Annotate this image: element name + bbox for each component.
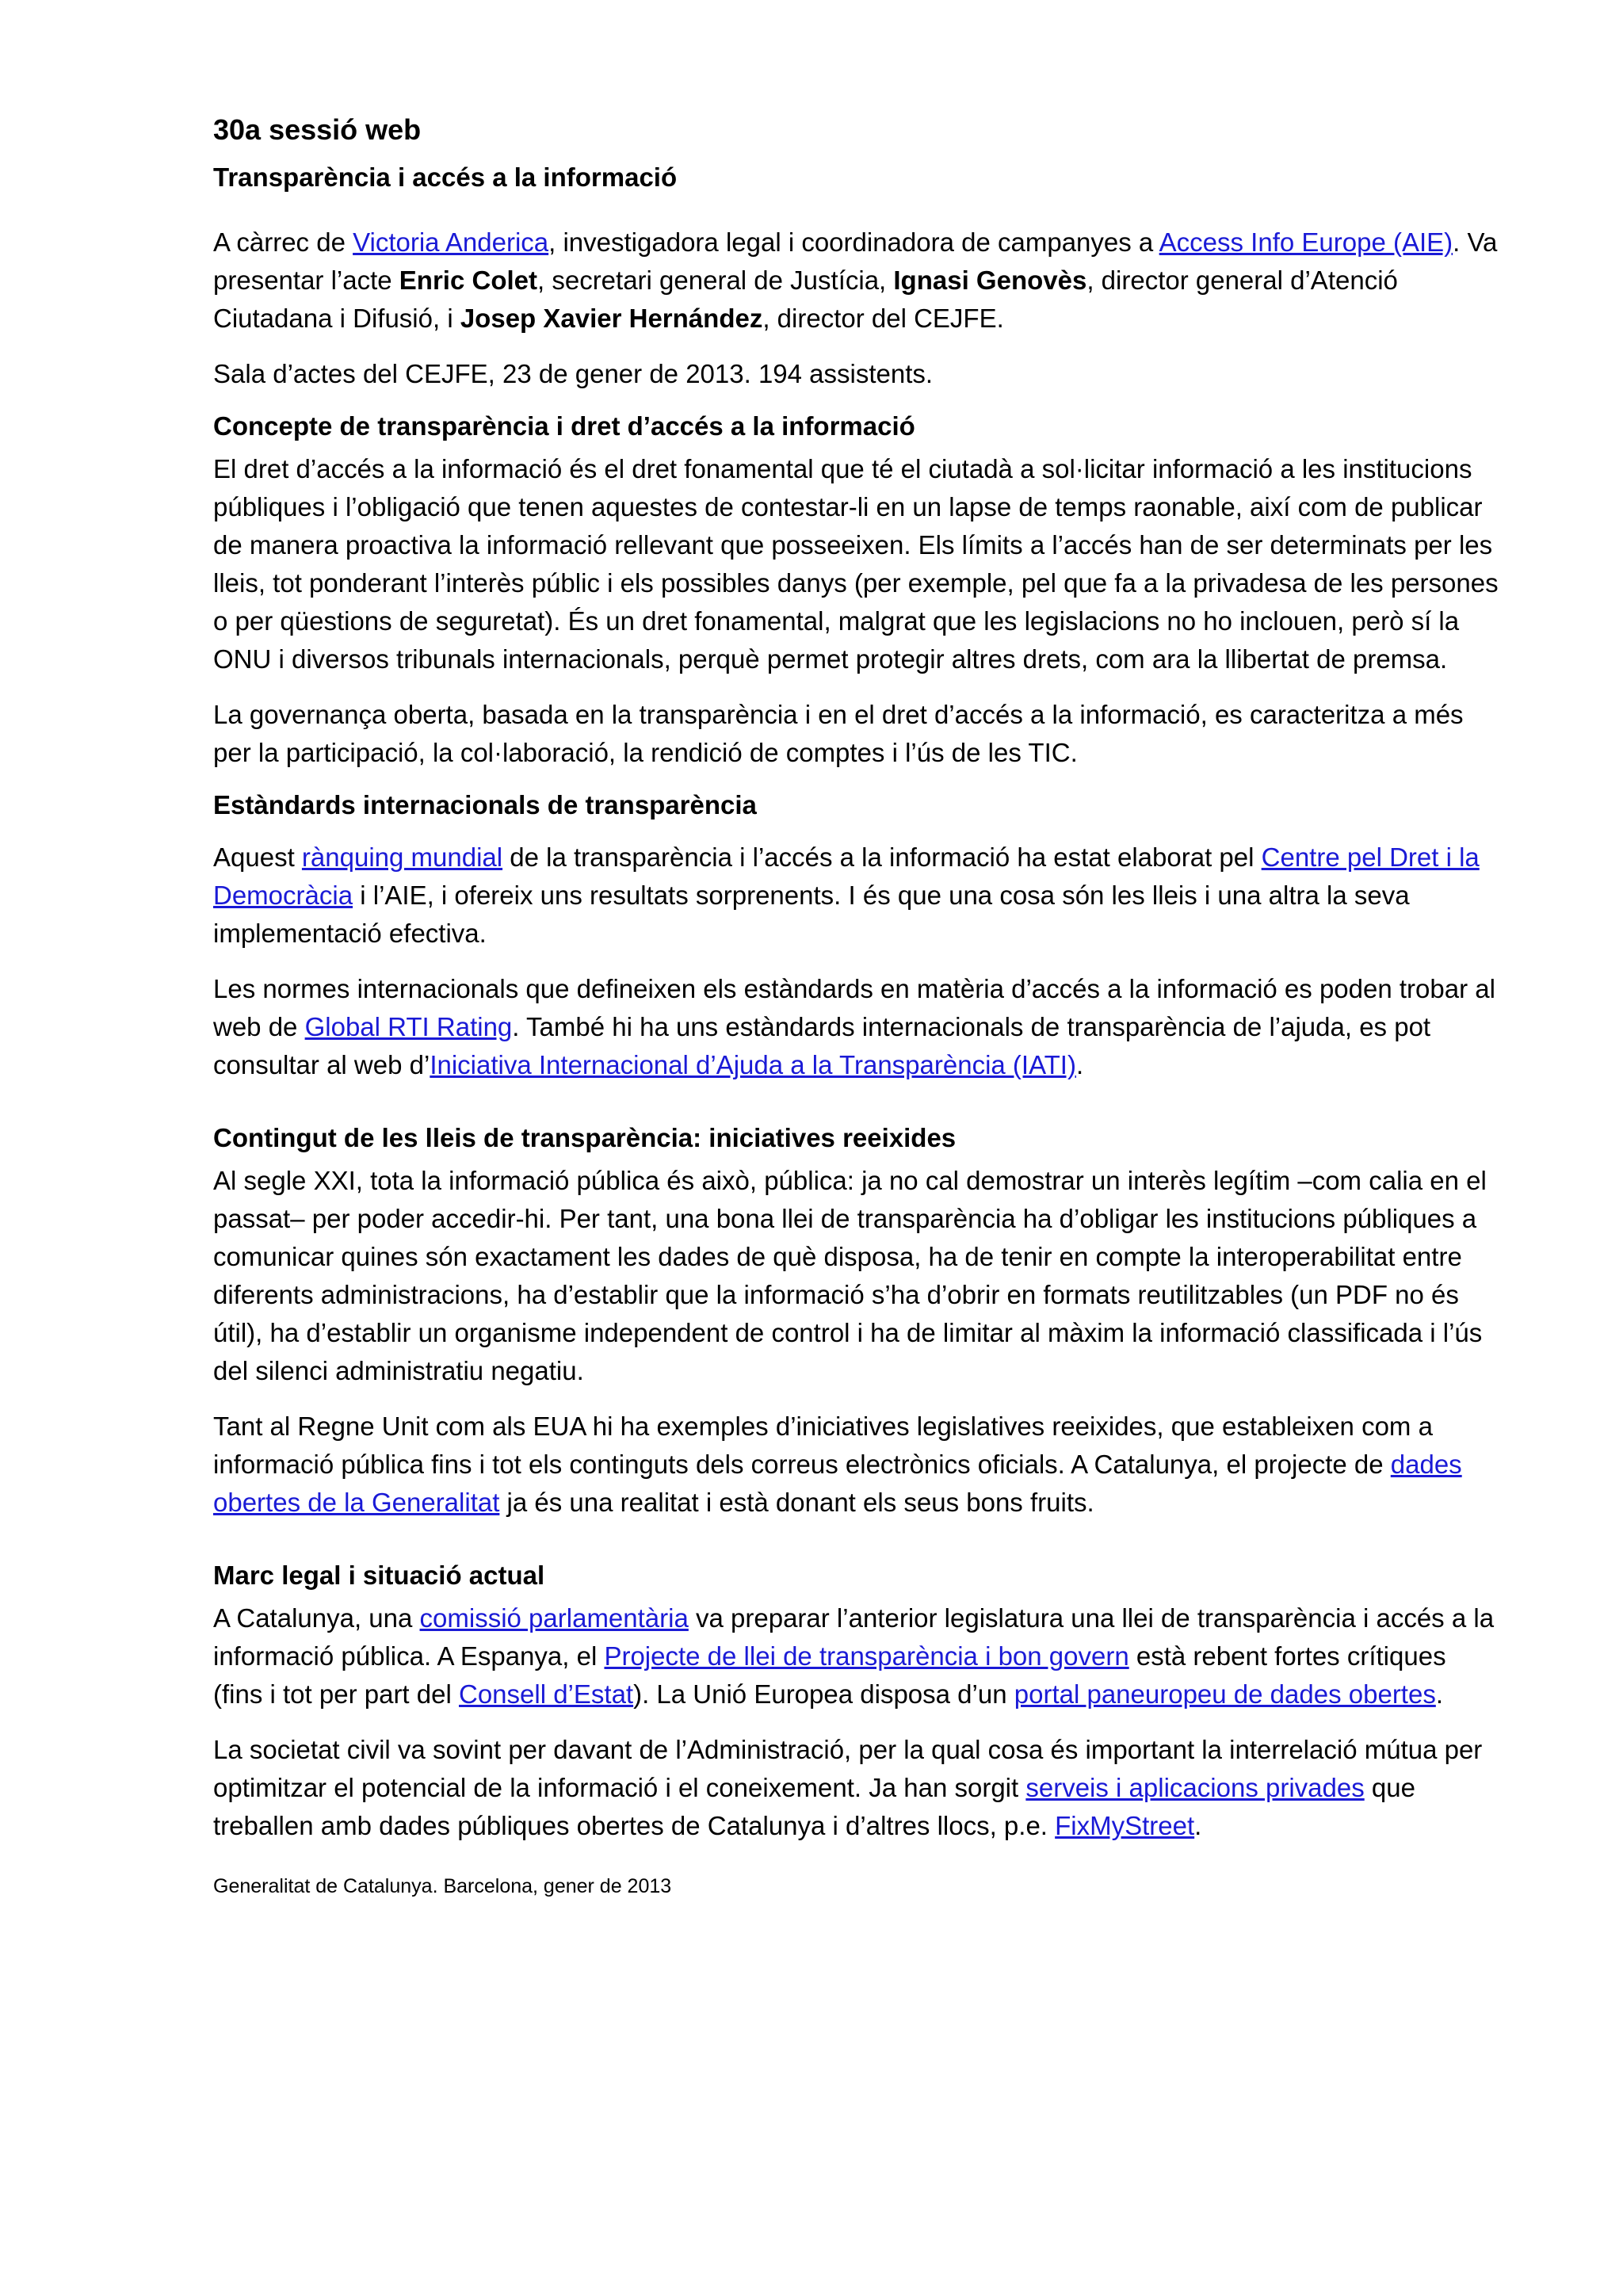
venue-paragraph: Sala d’actes del CEJFE, 23 de gener de 2013. 194 assistents.: [213, 359, 934, 388]
speaker-name: Ignasi Genovès: [893, 266, 1087, 295]
speaker-name: Josep Xavier Hernández: [460, 304, 763, 333]
link-open-data-generalitat[interactable]: dades obertes de la Generalitat: [213, 1450, 1462, 1517]
link-global-rti-rating[interactable]: Global RTI Rating: [304, 1012, 513, 1041]
legal-paragraph-1: A Catalunya, una comissió parlamentària va preparar l’anterior legislatura una llei de transparència i accés a la informació pública. A Espanya, el Projecte de llei de transparència i bon govern està rebent fortes crítiques (fins i tot per part del Consell d’Estat). La Unió Europea disposa d’un portal paneuropeu de dades obertes.: [213, 1603, 1495, 1709]
content-paragraph-2: Tant al Regne Unit com als EUA hi ha exemples d’iniciatives legislatives reeixides, que estableixen com a informació pública fins i tot els continguts dels correus electrònics oficials. A Catalunya, el projecte de dades obertes de la Generalitat ja és una realitat i està donant els seus bons fruits.: [213, 1412, 1462, 1517]
link-world-ranking[interactable]: rànquing mundial: [301, 842, 503, 872]
link-iati[interactable]: Iniciativa Internacional d’Ajuda a la Transparència (IATI): [430, 1050, 1076, 1079]
intro-paragraph: A càrrec de Victoria Anderica, investigadora legal i coordinadora de campanyes a Access Info Europe (AIE). Va presentar l’acte Enric Colet, secretari general de Justícia, Ignasi Genovès, director general d’Atenció Ciutadana i Difusió, i Josep Xavier Hernández, director del CEJFE.: [213, 227, 1498, 333]
link-centre-law-democracy[interactable]: Centre pel Dret i la Democràcia: [213, 842, 1480, 910]
legal-paragraph-2: La societat civil va sovint per davant de l’Administració, per la qual cosa és important la interrelació mútua per optimitzar el potencial de la informació i el coneixement. Ja han sorgit serveis i aplicacions privades que treballen amb dades públiques obertes de Catalunya i d’altres llocs, p.e. FixMyStreet.: [213, 1735, 1483, 1840]
link-parliamentary-commission[interactable]: comissió parlamentària: [419, 1603, 689, 1633]
speaker-name: Enric Colet: [399, 266, 537, 295]
document-footer: Generalitat de Catalunya. Barcelona, gener de 2013: [213, 1875, 672, 1897]
link-transparency-bill[interactable]: Projecte de llei de transparència i bon govern: [604, 1641, 1129, 1671]
link-access-info-europe[interactable]: Access Info Europe (AIE): [1159, 227, 1453, 257]
link-fixmystreet[interactable]: FixMyStreet: [1055, 1811, 1195, 1840]
concept-paragraph-1: El dret d’accés a la informació és el dret fonamental que té el ciutadà a sol·licitar informació a les institucions públiques i l’obligació que tenen aquestes de contestar-li en un lapse de temps raonable, així com de publicar de manera proactiva la informació rellevant que posseeixen. Els límits a l’accés han de ser determinats per les lleis, tot ponderant l’interès públic i els possibles danys (per exemple, pel que fa a la privadesa de les persones o per qüestions de seguretat). És un dret fonamental, malgrat que les legislacions no ho inclouen, però sí la ONU i diversos tribunals internacionals, perquè permet protegir altres drets, com ara la llibertat de premsa.: [213, 454, 1499, 674]
section-heading-content: Contingut de les lleis de transparència: iniciatives reeixides: [213, 1123, 957, 1152]
section-heading-concept: Concepte de transparència i dret d’accés a la informació: [213, 411, 915, 441]
section-heading-legal: Marc legal i situació actual: [213, 1561, 545, 1590]
link-victoria-anderica[interactable]: Victoria Anderica: [353, 227, 549, 257]
document-page: [213, 109, 1502, 1901]
concept-paragraph-2: La governança oberta, basada en la transparència i en el dret d’accés a la informació, es caracteritza a més per la participació, la col·laboració, la rendició de comptes i l’ús de les TIC.: [213, 700, 1464, 767]
standards-paragraph-2: Les normes internacionals que defineixen els estàndards en matèria d’accés a la informació es poden trobar al web de Global RTI Rating. També hi ha uns estàndards internacionals de transparència de l’ajuda, es pot consultar al web d’Iniciativa Internacional d’Ajuda a la Transparència (IATI).: [213, 974, 1495, 1079]
document-subtitle: Transparència i accés a la informació: [213, 162, 678, 192]
link-council-of-state[interactable]: Consell d’Estat: [458, 1679, 634, 1709]
document-title: 30a sessió web: [213, 113, 422, 146]
content-paragraph-1: Al segle XXI, tota la informació pública és això, pública: ja no cal demostrar un interès legítim –com calia en el passat– per poder accedir-hi. Per tant, una bona llei de transparència ha d’obligar les institucions públiques a comunicar quines són exactament les dades de què disposa, ha de tenir en compte la interoperabilitat entre diferents administracions, ha d’establir que la informació s’ha d’obrir en formats reutilitzables (un PDF no és útil), ha d’establir un organisme independent de control i ha de limitar al màxim la informació classificada i l’ús del silenci administratiu negatiu.: [213, 1166, 1487, 1385]
link-private-services[interactable]: serveis i aplicacions privades: [1025, 1773, 1365, 1802]
standards-paragraph-1: Aquest rànquing mundial de la transparència i l’accés a la informació ha estat elaborat pel Centre pel Dret i la Democràcia i l’AIE, i ofereix uns resultats sorprenents. I és que una cosa són les lleis i una altra la seva implementació efectiva.: [213, 842, 1480, 948]
section-heading-standards: Estàndards internacionals de transparència: [213, 790, 757, 819]
link-paneuropean-portal[interactable]: portal paneuropeu de dades obertes: [1014, 1679, 1436, 1709]
